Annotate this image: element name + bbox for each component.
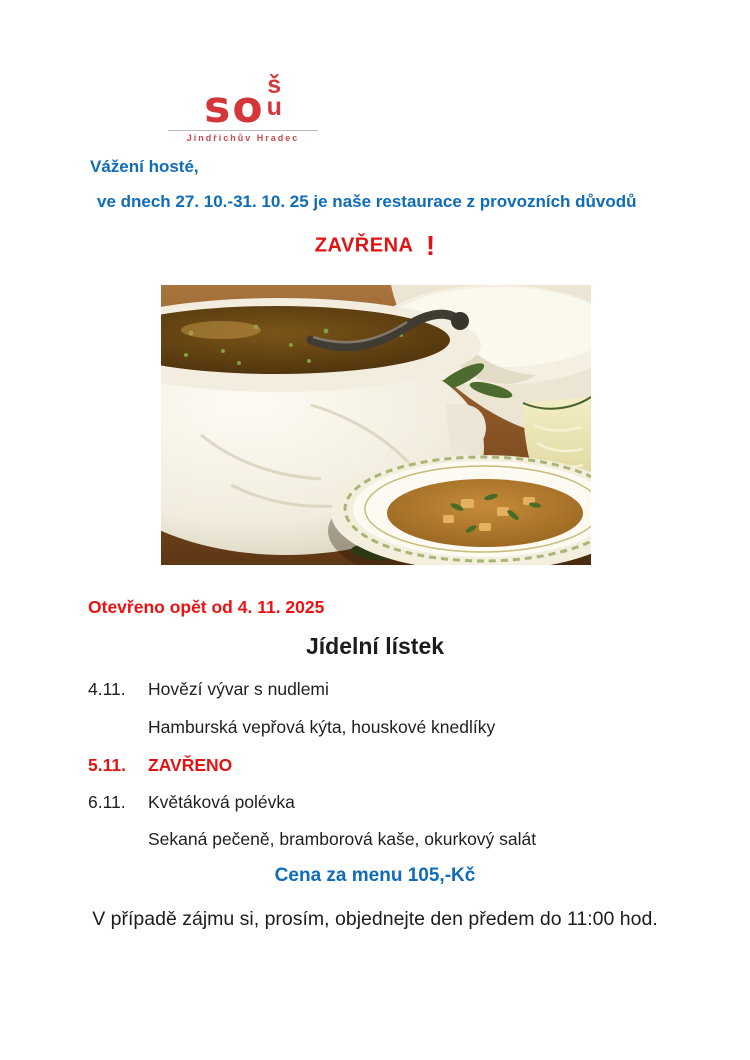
- menu-date: [88, 829, 148, 850]
- closed-word: ZAVŘENA: [314, 234, 414, 257]
- menu-row-5-11-closed: [88, 755, 232, 776]
- closed-exclamation: !: [425, 230, 436, 261]
- greeting-text: Vážení hosté,: [90, 157, 199, 176]
- soup-photo: [161, 285, 591, 565]
- menu-price-text: Cena za menu 105,-Kč: [274, 865, 476, 886]
- logo-subtitle: Jindřichův Hradec: [168, 130, 318, 143]
- logo-so-text: so: [204, 82, 265, 133]
- logo-stacked-letters: [266, 71, 282, 121]
- menu-row-4-11-soup: [88, 679, 329, 700]
- menu-date: [88, 717, 148, 738]
- reopen-date-text: Otevřeno opět od 4. 11. 2025: [88, 597, 325, 617]
- menu-dish: Sekaná pečeně, bramborová kaše, okurkový salát: [148, 829, 537, 849]
- menu-date: 4.11.: [88, 679, 126, 699]
- menu-date: 5.11.: [88, 755, 126, 775]
- order-instruction-text: V případě zájmu si, prosím, objednejte den předem do 11:00 hod.: [92, 908, 658, 930]
- menu-dish: Hovězí vývar s nudlemi: [148, 679, 329, 699]
- menu-dish: Hamburská vepřová kýta, houskové knedlíky: [148, 717, 496, 737]
- closed-banner: [0, 230, 750, 262]
- menu-date: 6.11.: [88, 792, 126, 812]
- soup-photo-illustration: [161, 285, 591, 565]
- menu-dish: ZAVŘENO: [148, 755, 233, 775]
- menu-row-6-11-soup: [88, 792, 295, 813]
- school-logo: [168, 71, 318, 143]
- logo-u: u: [266, 93, 282, 121]
- menu-row-6-11-main: [88, 829, 536, 850]
- menu-dish: Květáková polévka: [148, 792, 295, 812]
- menu-row-4-11-main: [88, 717, 495, 738]
- school-logo-letters: [168, 71, 318, 133]
- closure-notice-text: ve dnech 27. 10.-31. 10. 25 je naše restaurace z provozních důvodů: [97, 192, 637, 211]
- menu-title: Jídelní lístek: [305, 633, 445, 659]
- logo-s-caron: š: [267, 71, 282, 99]
